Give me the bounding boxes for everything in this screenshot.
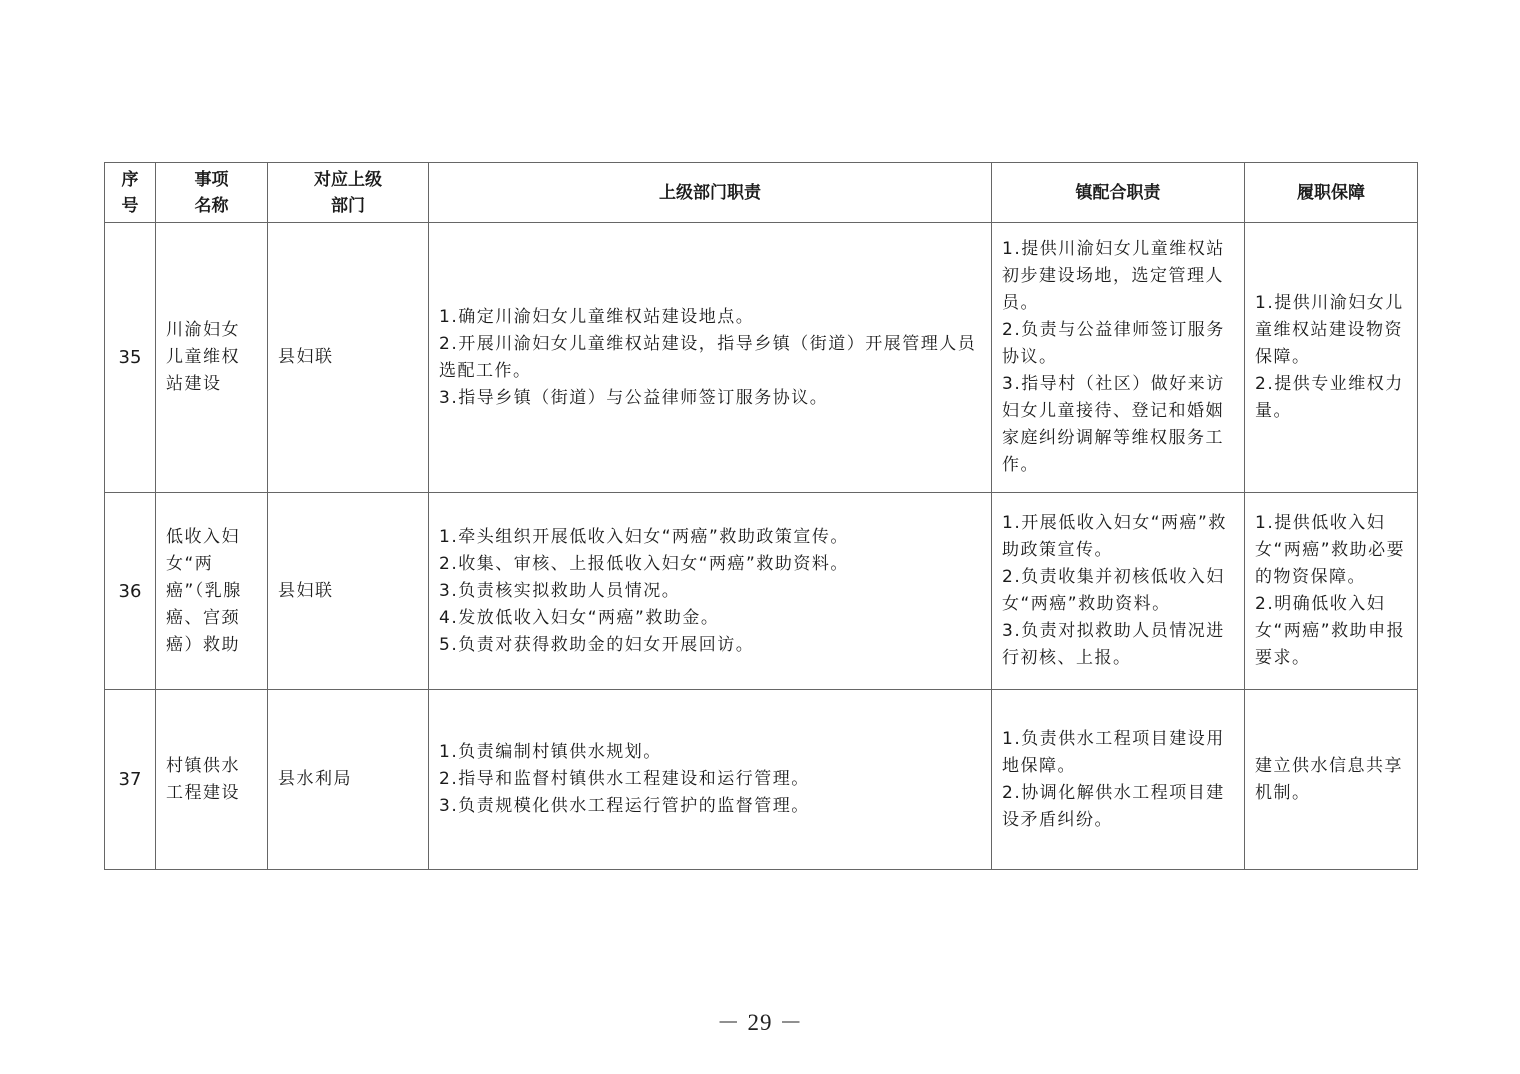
header-guarantee: 履职保障 [1245, 163, 1418, 223]
duty-line: 2.负责收集并初核低收入妇女“两癌”救助资料。 [1002, 567, 1225, 614]
header-upper-duty: 上级部门职责 [429, 163, 992, 223]
header-item-name: 事项 名称 [156, 163, 268, 223]
duty-line: 2.指导和监督村镇供水工程建设和运行管理。 [439, 769, 810, 789]
duty-line: 3.指导村（社区）做好来访妇女儿童接待、登记和婚姻家庭纠纷调解等维权服务工作。 [1002, 374, 1225, 475]
duty-line: 1.提供川渝妇女儿童维权站建设物资保障。 [1255, 293, 1404, 367]
duty-line: 3.负责规模化供水工程运行管护的监督管理。 [439, 796, 810, 816]
table-row [105, 493, 1418, 690]
row-number: 36 [105, 493, 156, 690]
item-name: 村镇供水工程建设 [156, 690, 268, 870]
duty-line: 4.发放低收入妇女“两癌”救助金。 [439, 607, 720, 628]
duty-line: 3.指导乡镇（街道）与公益律师签订服务协议。 [439, 387, 829, 408]
table-row [105, 690, 1418, 870]
duty-line: 1.提供川渝妇女儿童维权站初步建设场地，选定管理人员。 [1002, 239, 1225, 313]
item-name: 低收入妇女“两癌”（乳腺癌、宫颈癌）救助 [156, 493, 268, 690]
town-duty-cell [992, 493, 1245, 690]
duty-table [104, 162, 1418, 870]
upper-duty-cell [429, 690, 992, 870]
upper-duty-cell [429, 223, 992, 493]
row-number: 35 [105, 223, 156, 493]
dept-name: 县妇联 [268, 493, 429, 690]
duty-line: 2.负责与公益律师签订服务协议。 [1002, 320, 1225, 367]
duty-line: 2.收集、审核、上报低收入妇女“两癌”救助资料。 [439, 553, 849, 574]
duty-line: 1.负责编制村镇供水规划。 [439, 742, 662, 762]
guarantee-cell [1245, 493, 1418, 690]
dept-name: 县妇联 [268, 223, 429, 493]
upper-duty-cell [429, 493, 992, 690]
town-duty-cell [992, 690, 1245, 870]
duty-line: 1.牵头组织开展低收入妇女“两癌”救助政策宣传。 [439, 526, 849, 547]
duty-line: 1.负责供水工程项目建设用地保障。 [1002, 728, 1225, 776]
guarantee-cell [1245, 223, 1418, 493]
town-duty-cell [992, 223, 1245, 493]
duty-line: 5.负责对获得救助金的妇女开展回访。 [439, 634, 755, 655]
header-dept: 对应上级 部门 [268, 163, 429, 223]
table-row [105, 223, 1418, 493]
header-town-duty: 镇配合职责 [992, 163, 1245, 223]
item-name: 川渝妇女儿童维权站建设 [156, 223, 268, 493]
duty-line: 2.明确低收入妇女“两癌”救助申报要求。 [1255, 594, 1406, 668]
table-header-row [105, 163, 1418, 223]
duty-line: 2.协调化解供水工程项目建设矛盾纠纷。 [1002, 782, 1225, 830]
guarantee-cell [1245, 690, 1418, 870]
duty-line: 1.提供低收入妇女“两癌”救助必要的物资保障。 [1255, 513, 1406, 587]
duty-line: 2.提供专业维权力量。 [1255, 374, 1404, 421]
duty-line: 建立供水信息共享机制。 [1255, 755, 1403, 803]
duty-line: 1.开展低收入妇女“两癌”救助政策宣传。 [1002, 513, 1227, 560]
row-number: 37 [105, 690, 156, 870]
duty-line: 3.负责对拟救助人员情况进行初核、上报。 [1002, 621, 1225, 668]
header-seq: 序 号 [105, 163, 156, 223]
dept-name: 县水利局 [268, 690, 429, 870]
duty-line: 1.确定川渝妇女儿童维权站建设地点。 [439, 306, 755, 327]
duty-line: 3.负责核实拟救助人员情况。 [439, 580, 681, 601]
page-number: － 29 － [716, 1010, 804, 1035]
duty-line: 2.开展川渝妇女儿童维权站建设，指导乡镇（街道）开展管理人员选配工作。 [439, 333, 977, 381]
